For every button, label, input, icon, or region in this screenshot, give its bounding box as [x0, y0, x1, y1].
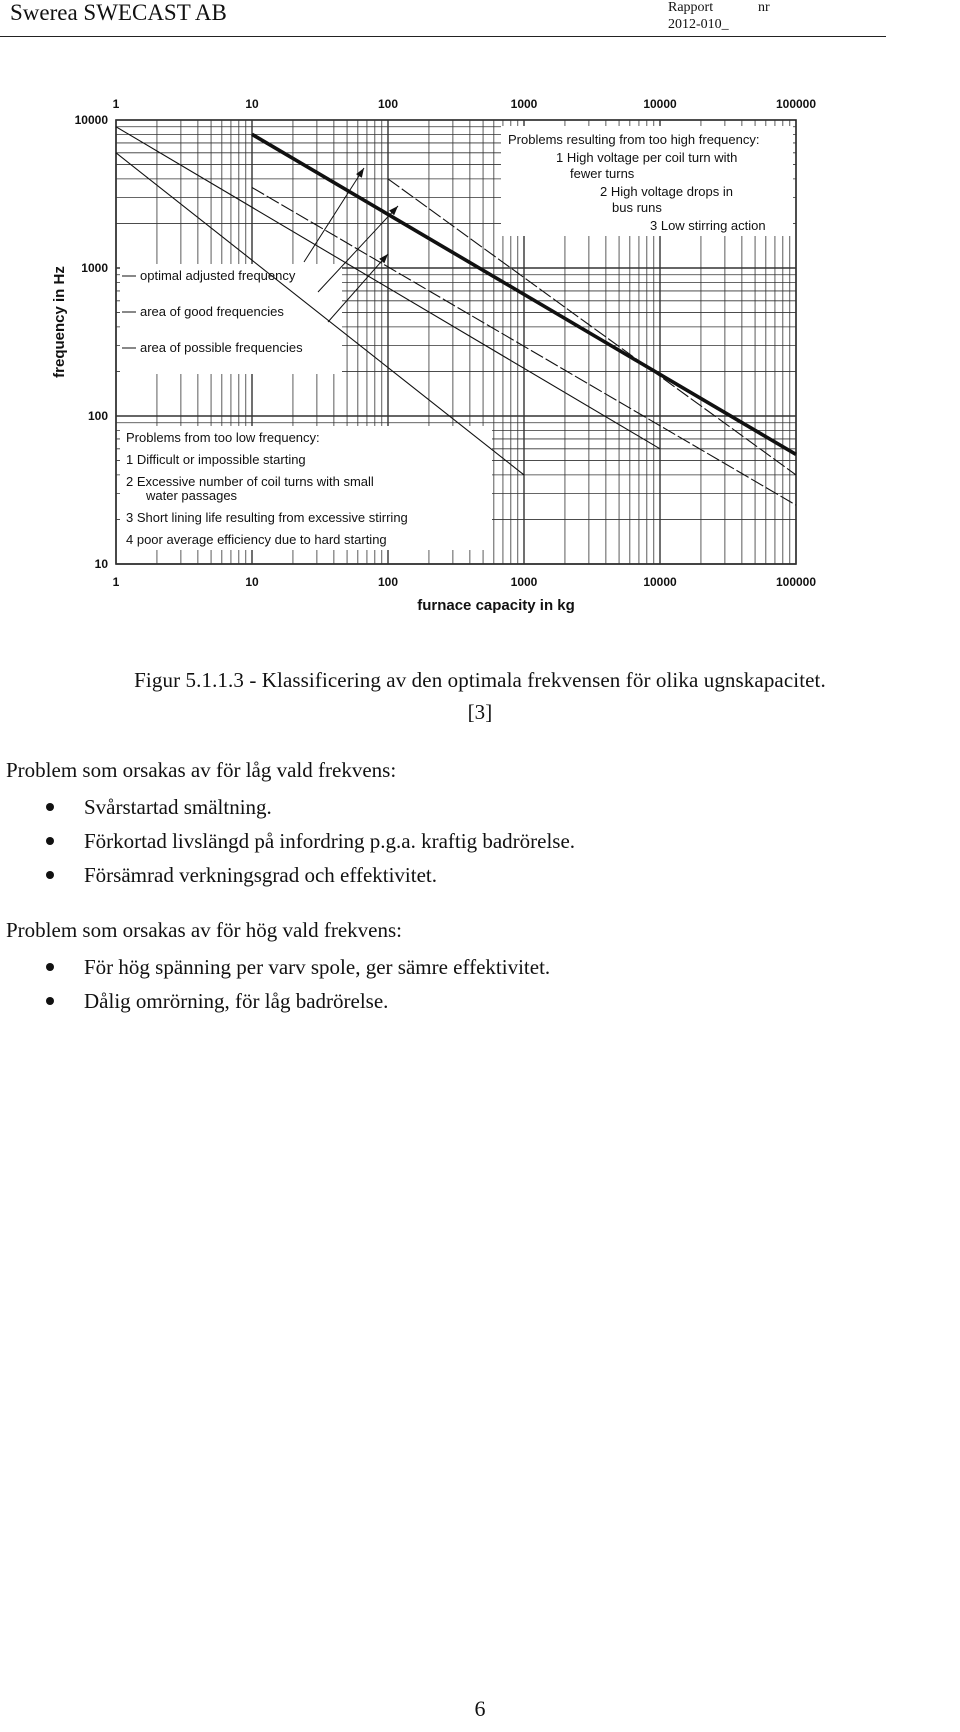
- low-frequency-item: 3 Short lining life resulting from excessive stirring: [126, 510, 408, 525]
- high-frequency-item: fewer turns: [570, 166, 635, 181]
- y-tick-label: 100: [87, 409, 108, 423]
- nr-label: nr: [758, 0, 770, 15]
- legend-label: area of good frequencies: [140, 304, 284, 319]
- frequency-chart: [46, 82, 916, 662]
- y-axis-label: frequency in Hz: [51, 266, 68, 378]
- bullet-icon: [46, 803, 54, 811]
- x-tick-label-bottom: 1000: [510, 575, 538, 589]
- y-tick-label: 1000: [81, 261, 108, 275]
- low-frequency-list: [0, 790, 575, 892]
- bullet-icon: [46, 871, 54, 879]
- list-item: Försämrad verkningsgrad och effektivitet.: [0, 858, 575, 892]
- x-tick-label-top: 1: [112, 97, 120, 111]
- low-frequency-intro: Problem som orsakas av för låg vald frekvens:: [6, 758, 397, 782]
- figure-caption-ref: [3]: [467, 700, 493, 724]
- report-label: Rapport: [668, 0, 714, 15]
- x-tick-label-bottom: 1: [112, 575, 120, 589]
- high-frequency-title: Problems resulting from too high frequency:: [508, 132, 760, 147]
- company-name: Swerea SWECAST AB: [10, 0, 227, 25]
- bullet-icon: [46, 997, 54, 1005]
- list-item: För hög spänning per varv spole, ger sämre effektivitet.: [0, 950, 550, 984]
- low-frequency-title: Problems from too low frequency:: [126, 430, 320, 445]
- bullet-icon: [46, 963, 54, 971]
- report-number: 2012-010_: [668, 17, 729, 32]
- high-frequency-intro: Problem som orsakas av för hög vald frekvens:: [6, 918, 402, 942]
- high-frequency-item: 3 Low stirring action: [650, 218, 766, 233]
- low-frequency-item: 2 Excessive number of coil turns with small: [126, 474, 374, 489]
- x-tick-label-top: 100: [377, 97, 399, 111]
- high-frequency-item: 1 High voltage per coil turn with: [556, 150, 738, 165]
- list-item: Dålig omrörning, för låg badrörelse.: [0, 984, 550, 1018]
- y-tick-label: 10: [94, 557, 108, 571]
- list-item: Svårstartad smältning.: [0, 790, 575, 824]
- x-axis-label: furnace capacity in kg: [417, 597, 575, 614]
- x-tick-label-top: 100000: [775, 97, 817, 111]
- list-item: Förkortad livslängd på infordring p.g.a. kraftig badrörelse.: [0, 824, 575, 858]
- high-frequency-item: 2 High voltage drops in: [600, 184, 733, 199]
- y-tick-label: 10000: [74, 113, 108, 127]
- high-frequency-item: bus runs: [612, 200, 662, 215]
- x-tick-label-bottom: 100000: [775, 575, 817, 589]
- x-tick-label-top: 10000: [643, 97, 677, 111]
- low-frequency-item: 1 Difficult or impossible starting: [126, 452, 306, 467]
- legend-label: area of possible frequencies: [140, 340, 303, 355]
- x-tick-label-top: 10: [245, 97, 259, 111]
- x-tick-label-top: 1000: [510, 97, 538, 111]
- low-frequency-item: water passages: [146, 488, 238, 503]
- low-frequency-item: 4 poor average efficiency due to hard starting: [126, 532, 387, 547]
- page-number: 6: [474, 1696, 486, 1721]
- bullet-icon: [46, 837, 54, 845]
- page-header: [0, 0, 886, 37]
- arrow-head-icon: [356, 168, 364, 178]
- legend-label: optimal adjusted frequency: [140, 268, 296, 283]
- x-tick-label-bottom: 100: [377, 575, 399, 589]
- figure-caption: Figur 5.1.1.3 - Klassificering av den optimala frekvensen för olika ugnskapacitet.: [134, 668, 826, 692]
- high-frequency-list: [0, 950, 550, 1018]
- x-tick-label-bottom: 10: [245, 575, 259, 589]
- x-tick-label-bottom: 10000: [643, 575, 677, 589]
